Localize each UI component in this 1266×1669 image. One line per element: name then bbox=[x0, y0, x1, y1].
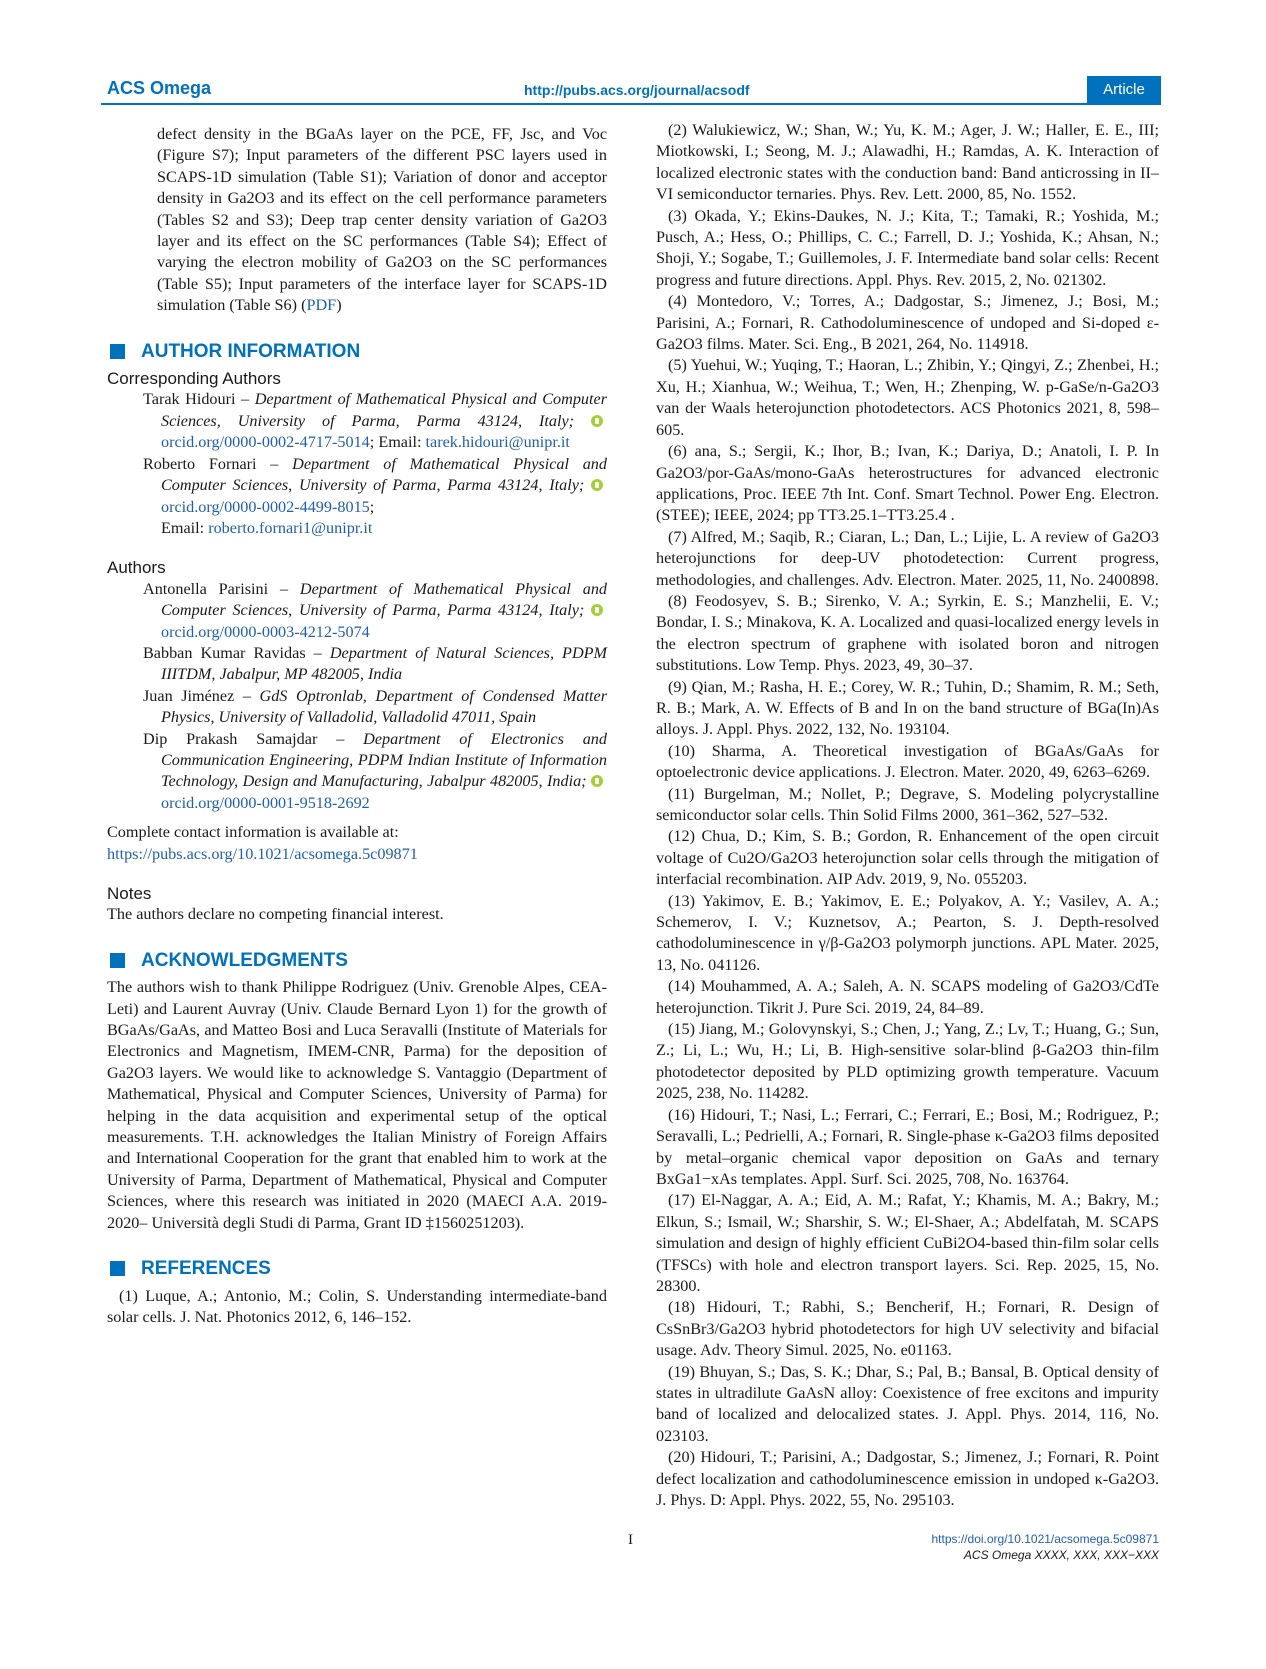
email-label: Email: bbox=[161, 518, 205, 537]
left-column bbox=[107, 124, 607, 1328]
author-entry: Juan Jiménez – GdS Optronlab, Department of Condensed Matter Physics, University of Valladolid, Valladolid 47011, Spain bbox=[143, 686, 607, 727]
author-name: Antonella Parisini bbox=[143, 579, 269, 598]
pdf-link[interactable]: PDF bbox=[306, 296, 337, 315]
page-header bbox=[101, 76, 1161, 104]
contact-info bbox=[107, 822, 607, 865]
author-name: Juan Jiménez bbox=[143, 686, 235, 705]
reference-item: (1) Luque, A.; Antonio, M.; Colin, S. Understanding intermediate-band solar cells. J. Nat. Photonics 2012, 6, 146–152. bbox=[107, 1286, 607, 1326]
corresponding-authors-heading: Corresponding Authors bbox=[107, 369, 281, 389]
reference-item: (20) Hidouri, T.; Parisini, A.; Dadgostar, S.; Jimenez, J.; Fornari, R. Point defect localization and cathodoluminescence emission in undoped κ-Ga2O3. J. Phys. D: Appl. Phys. 2022, 55, No. 295103. bbox=[656, 1448, 1159, 1509]
reference-item: (12) Chua, D.; Kim, S. B.; Gordon, R. Enhancement of the open circuit voltage of Cu2O/Ga2O3 heterojunction solar cells through the mitigation of interfacial recombination. AIP Adv. 2019, 9, No. 055203. bbox=[656, 827, 1159, 889]
author-affiliation: GdS Optronlab, Department of Condensed Matter Physics, University of Valladolid, Valladolid 47011, Spain bbox=[161, 686, 607, 727]
notes-text: The authors declare no competing financial interest. bbox=[107, 905, 444, 924]
author-affiliation: Department of Mathematical Physical and Computer Sciences, University of Parma, Parma 43124, Italy; bbox=[161, 454, 607, 495]
author-entry: Dip Prakash Samajdar – Department of Electronics and Communication Engineering, PDPM Indian Institute of Information Technology, Design and Manufacturing, Jabalpur 482005, India; orcid.org/0000-0001-9518-2692 bbox=[143, 729, 607, 812]
author-name: Roberto Fornari bbox=[143, 454, 257, 473]
acknowledgments-heading bbox=[107, 950, 607, 971]
reference-item: (7) Alfred, M.; Saqib, R.; Ciaran, L.; Dan, L.; Lijie, L. A review of Ga2O3 heterojunctions for deep-UV photodetection: Current progress, methodologies, and challenges. Adv. Electron. Mater. 2025, 11, No. 2400898. bbox=[656, 527, 1159, 589]
header-rule bbox=[101, 103, 1161, 105]
reference-item: (3) Okada, Y.; Ekins-Daukes, N. J.; Kita, T.; Tamaki, R.; Yoshida, M.; Pusch, A.; Hess, O.; Phillips, C. C.; Farrell, D. J.; Yoshida, K.; Ahsan, N.; Shoji, Y.; Sogabe, T.; Guillemoles, J. F. Intermediate band solar cells: Recent progress and future directions. Appl. Phys. Rev. 2015, 2, No. 021302. bbox=[656, 206, 1159, 289]
journal-name[interactable]: ACS Omega bbox=[107, 78, 212, 98]
author-affiliation: Department of Mathematical Physical and Computer Sciences, University of Parma, Parma 43124, Italy; bbox=[161, 390, 608, 430]
orcid-icon bbox=[591, 775, 603, 787]
page-number: I bbox=[628, 1532, 633, 1548]
section-square-icon bbox=[110, 1261, 125, 1276]
orcid-link[interactable]: orcid.org/0000-0002-4717-5014 bbox=[161, 433, 370, 452]
authors-heading: Authors bbox=[107, 558, 166, 578]
contact-text: Complete contact information is available at: bbox=[107, 823, 399, 842]
reference-item: (18) Hidouri, T.; Rabhi, S.; Bencherif, H.; Fornari, R. Design of CsSnBr3/Ga2O3 hybrid photodetectors for high UV selectivity and bifacial usage. Adv. Theory Simul. 2025, No. e01163. bbox=[656, 1298, 1159, 1360]
reference-item: (14) Mouhammed, A. A.; Saleh, A. N. SCAPS modeling of Ga2O3/CdTe heterojunction. Tikrit J. Pure Sci. 2019, 24, 84–89. bbox=[656, 977, 1159, 1017]
reference-item: (15) Jiang, M.; Golovynskyi, S.; Chen, J.; Yang, Z.; Lv, T.; Huang, G.; Sun, Z.; Li, L.; Wu, H.; Li, B. High-sensitive solar-blind β-Ga2O3 thin-film photodetector deposited by PLD optimizing growth temperature. Vacuum 2025, 238, No. 114282. bbox=[656, 1020, 1159, 1103]
references-title: REFERENCES bbox=[141, 1258, 271, 1280]
references-heading bbox=[107, 1258, 607, 1279]
author-affiliation: Department of Natural Sciences, PDPM IIITDM, Jabalpur, MP 482005, India bbox=[161, 643, 608, 684]
orcid-link[interactable]: orcid.org/0000-0001-9518-2692 bbox=[161, 793, 370, 812]
orcid-icon bbox=[591, 479, 603, 491]
doi-link[interactable]: https://doi.org/10.1021/acsomega.5c09871 bbox=[931, 1532, 1159, 1546]
email-label: Email: bbox=[378, 433, 422, 452]
author-entry: Antonella Parisini – Department of Mathematical Physical and Computer Sciences, University of Parma, Parma 43124, Italy; orcid.org/0000-0003-4212-5074 bbox=[143, 579, 608, 641]
acknowledgments-text: The authors wish to thank Philippe Rodriguez (Univ. Grenoble Alpes, CEA-Leti) and Laurent Auvray (Univ. Claude Bernard Lyon 1) for the growth of BGaAs/GaAs, and Matteo Bosi and Luca Seravalli (Institute of Materials for Electronics and Magnetism, IMEM-CNR, Parma) for the deposition of Ga2O3 layers. We would like to acknowledge S. Vantaggio (Department of Mathematical, Physical and Computer Sciences, University of Parma) for helping in the data acquisition and experimental setup of the optical measurements. T.H. acknowledges the Italian Ministry of Foreign Affairs and International Cooperation for the grant that enabled him to work at the University of Parma, Department of Mathematical, Physical and Computer Sciences, where this research was initiated in 2020 (MAECI A.A. 2019-2020– Università degli Studi di Parma, Grant ID ‡1560251203). bbox=[107, 978, 607, 1232]
right-column bbox=[656, 120, 1159, 1511]
acknowledgments-title: ACKNOWLEDGMENTS bbox=[141, 949, 348, 971]
contact-url-link[interactable]: https://pubs.acs.org/10.1021/acsomega.5c09871 bbox=[107, 844, 418, 863]
supporting-info-text: defect density in the BGaAs layer on the PCE, FF, Jsc, and Voc (Figure S7); Input parameters of the different PSC layers used in SCAPS-1D simulation (Table S1); Variation of donor and acceptor density in Ga2O3 and its effect on the cell performance parameters (Tables S2 and S3); Deep trap center density variation of Ga2O3 layer and its effect on the SC performances (Table S4); Effect of varying the electron mobility of Ga2O3 on the SC performances (Table S5); Input parameters of the interface layer for SCAPS-1D simulation (Table S6) (PDF) bbox=[157, 125, 607, 315]
section-square-icon bbox=[110, 953, 125, 968]
author-affiliation: Department of Mathematical Physical and Computer Sciences, University of Parma, Parma 43124, Italy; bbox=[161, 579, 608, 620]
journal-url-link[interactable]: http://pubs.acs.org/journal/acsodf bbox=[524, 82, 750, 98]
reference-item: (13) Yakimov, E. B.; Yakimov, E. E.; Polyakov, A. Y.; Vasilev, A. A.; Schemerov, I. V.; Kuznetsov, A.; Pearton, S. J. Depth-resolved cathodoluminescence in γ/β-Ga2O3 polymorph junctions. APL Mater. 2025, 13, No. 041126. bbox=[656, 891, 1159, 974]
author-name: Dip Prakash Samajdar bbox=[143, 729, 318, 748]
reference-item: (2) Walukiewicz, W.; Shan, W.; Yu, K. M.; Ager, J. W.; Haller, E. E., III; Miotkowski, I.; Seong, M. J.; Alawadhi, H.; Ramdas, A. K. Interaction of localized electronic states with the conduction band: Band anticrossing in II–VI semiconductor ternaries. Phys. Rev. Lett. 2000, 85, No. 1552. bbox=[656, 121, 1159, 204]
author-information-heading bbox=[107, 341, 607, 362]
citation-line: ACS Omega XXXX, XXX, XXX−XXX bbox=[963, 1548, 1159, 1562]
reference-item: (8) Feodosyev, S. B.; Sirenko, V. A.; Syrkin, E. S.; Manzhelii, E. V.; Bondar, I. S.; Minakova, K. A. Localized and quasi-localized energy levels in the electron spectrum of graphene with isolated boron and nitrogen substitutions. Low Temp. Phys. 2023, 49, 30–37. bbox=[656, 591, 1159, 675]
orcid-link[interactable]: orcid.org/0000-0003-4212-5074 bbox=[161, 622, 370, 641]
author-entry: Babban Kumar Ravidas – Department of Natural Sciences, PDPM IIITDM, Jabalpur, MP 482005, India bbox=[143, 643, 608, 684]
reference-item: (6) ana, S.; Sergii, K.; Ihor, B.; Ivan, K.; Dariya, D.; Anatoli, I. P. In Ga2O3/por-GaAs/mono-GaAs heterostructures for advanced electronic applications, Proc. IEEE 7th Int. Conf. Smart Technol. Power Eng. Electron. (STEE); IEEE, 2024; pp TT3.25.1–TT3.25.4 . bbox=[656, 442, 1159, 525]
reference-item: (17) El-Naggar, A. A.; Eid, A. M.; Rafat, Y.; Khamis, M. A.; Bakry, M.; Elkun, S.; Ismail, W.; Sharshir, S. W.; El-Shaer, A.; Abdelfatah, M. SCAPS simulation and design of highly efficient CuBi2O4-based thin-film solar cells (TFSCs) with hole and electron transport layers. Sci. Rep. 2025, 15, No. 28300. bbox=[656, 1191, 1159, 1295]
author-affiliation: Department of Electronics and Communication Engineering, PDPM Indian Institute of Information Technology, Design and Manufacturing, Jabalpur 482005, India; bbox=[161, 729, 607, 791]
reference-item: (11) Burgelman, M.; Nollet, P.; Degrave, S. Modeling polycrystalline semiconductor solar cells. Thin Solid Films 2000, 361–362, 527–532. bbox=[656, 784, 1159, 824]
supporting-info-body: defect density in the BGaAs layer on the PCE, FF, Jsc, and Voc (Figure S7); Input parameters of the different PSC layers used in SCAPS-1D simulation (Table S1); Variation of donor and acceptor density in Ga2O3 and its effect on the cell performance parameters (Tables S2 and S3); Deep trap center density variation of Ga2O3 layer and its effect on the SC performances (Table S4); Effect of varying the electron mobility of Ga2O3 on the SC performances (Table S5); Input parameters of the interface layer for SCAPS-1D simulation (Table S6) bbox=[157, 125, 607, 315]
orcid-icon bbox=[591, 604, 603, 616]
corresponding-author: Tarak Hidouri – Department of Mathematical Physical and Computer Sciences, University of Parma, Parma 43124, Italy; orcid.org/0000-0002-4717-5014; Email: tarek.hidouri@unipr.it bbox=[143, 390, 608, 452]
section-square-icon bbox=[110, 344, 125, 359]
article-type-badge: Article bbox=[1087, 76, 1161, 103]
orcid-icon bbox=[591, 415, 603, 427]
email-link[interactable]: roberto.fornari1@unipr.it bbox=[208, 518, 373, 537]
reference-item: (19) Bhuyan, S.; Das, S. K.; Dhar, S.; Pal, B.; Bansal, B. Optical density of states in ultradilute GaAsN alloy: Coexistence of free excitons and impurity band of localized and delocalized states. J. Appl. Phys. 2014, 116, No. 023103. bbox=[656, 1362, 1159, 1445]
corresponding-author: Roberto Fornari – Department of Mathematical Physical and Computer Sciences, University of Parma, Parma 43124, Italy; orcid.org/0000-0002-4499-8015; Email: roberto.fornari1@unipr.it bbox=[143, 454, 607, 537]
email-link[interactable]: tarek.hidouri@unipr.it bbox=[425, 433, 570, 452]
author-name: Tarak Hidouri bbox=[143, 390, 236, 409]
reference-item: (9) Qian, M.; Rasha, H. E.; Corey, W. R.; Tuhin, D.; Shamim, R. M.; Seth, R. B.; Mark, A. W. Effects of B and In on the band structure of BGa(In)As alloys. J. Appl. Phys. 2022, 132, No. 193104. bbox=[656, 677, 1159, 739]
notes-heading: Notes bbox=[107, 884, 152, 903]
author-information-title: AUTHOR INFORMATION bbox=[141, 340, 361, 362]
author-name: Babban Kumar Ravidas bbox=[143, 643, 306, 662]
reference-item: (10) Sharma, A. Theoretical investigation of BGaAs/GaAs for optoelectronic device applications. J. Electron. Mater. 2020, 49, 6263–6269. bbox=[656, 741, 1159, 782]
reference-item: (4) Montedoro, V.; Torres, A.; Dadgostar, S.; Jimenez, J.; Bosi, M.; Parisini, A.; Fornari, R. Cathodoluminescence of undoped and Si-doped ε-Ga2O3 films. Mater. Sci. Eng., B 2021, 264, No. 114918. bbox=[656, 292, 1159, 354]
orcid-link[interactable]: orcid.org/0000-0002-4499-8015 bbox=[161, 497, 370, 516]
reference-item: (5) Yuehui, W.; Yuqing, T.; Haoran, L.; Zhibin, Y.; Qingyi, Z.; Zhenbei, H.; Xu, H.; Xianhua, W.; Weihua, T.; Wen, H.; Zhenping, W. p-GaSe/n-Ga2O3 van der Waals heterojunction photodetectors. ACS Photonics 2021, 8, 598–605. bbox=[656, 356, 1159, 439]
reference-item: (16) Hidouri, T.; Nasi, L.; Ferrari, C.; Ferrari, E.; Bosi, M.; Rodriguez, P.; Seravalli, L.; Pedrielli, A.; Fornari, R. Single-phase κ-Ga2O3 films deposited by metal–organic chemical vapor deposition on GaAs and ternary BxGa1−xAs templates. Appl. Surf. Sci. 2025, 708, No. 163764. bbox=[656, 1105, 1159, 1188]
